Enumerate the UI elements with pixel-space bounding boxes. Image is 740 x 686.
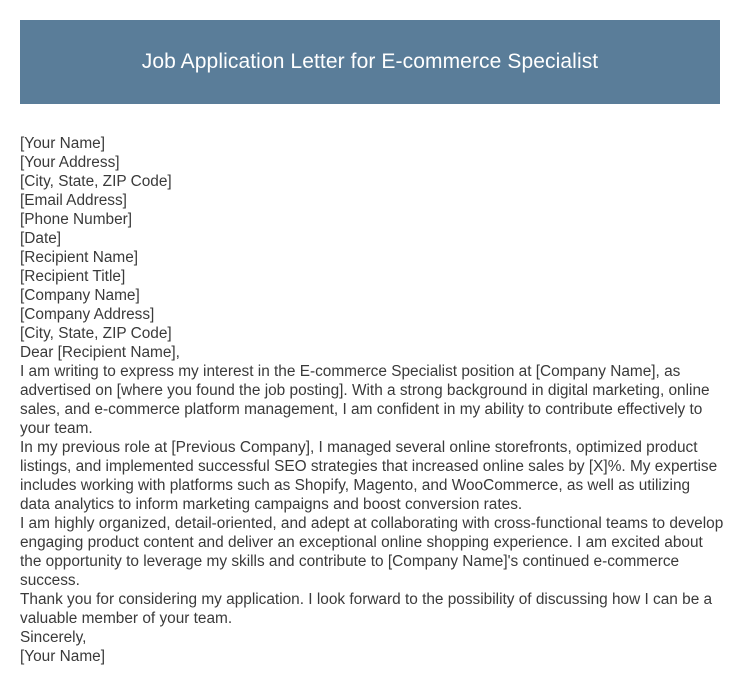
recipient-company: [Company Name] xyxy=(20,287,140,304)
recipient-address: [Company Address] xyxy=(20,306,155,323)
sender-email: [Email Address] xyxy=(20,192,127,209)
sender-address: [Your Address] xyxy=(20,154,120,171)
signature: [Your Name] xyxy=(20,648,105,665)
sender-phone: [Phone Number] xyxy=(20,211,133,228)
salutation: Dear [Recipient Name], xyxy=(20,344,180,361)
body-paragraph-3: I am highly organized, detail-oriented, and adept at collaborating with cross-functional teams to develop engaging product content and deliver an exceptional online shopping experience. I am excited about the opportunity to leverage my skills and contribute to [Company Name]'s continued e-commerce success. xyxy=(20,515,724,589)
sender-name: [Your Name] xyxy=(20,135,105,152)
body-paragraph-1: I am writing to express my interest in the E-commerce Specialist position at [Company Name], as advertised on [where you found the job posting]. With a strong background in digital marketing, online sales, and e-commerce platform management, I am confident in my ability to contribute effectively to your team. xyxy=(20,363,710,437)
closing: Sincerely, xyxy=(20,629,87,646)
recipient-name: [Recipient Name] xyxy=(20,249,139,266)
recipient-city-state-zip: [City, State, ZIP Code] xyxy=(20,325,172,342)
letter-date: [Date] xyxy=(20,230,62,247)
body-paragraph-4: Thank you for considering my application. I look forward to the possibility of discussing how I can be a valuable member of your team. xyxy=(20,591,713,627)
header-banner xyxy=(20,20,720,104)
letter-body xyxy=(20,134,724,666)
body-paragraph-2: In my previous role at [Previous Company], I managed several online storefronts, optimized product listings, and implemented successful SEO strategies that increased online sales by [X]%. My expertise includes working with platforms such as Shopify, Magento, and WooCommerce, as well as utilizing data analytics to inform marketing campaigns and boost conversion rates. xyxy=(20,439,718,513)
page-title: Job Application Letter for E-commerce Specialist xyxy=(141,50,599,73)
recipient-title: [Recipient Title] xyxy=(20,268,126,285)
sender-city-state-zip: [City, State, ZIP Code] xyxy=(20,173,172,190)
